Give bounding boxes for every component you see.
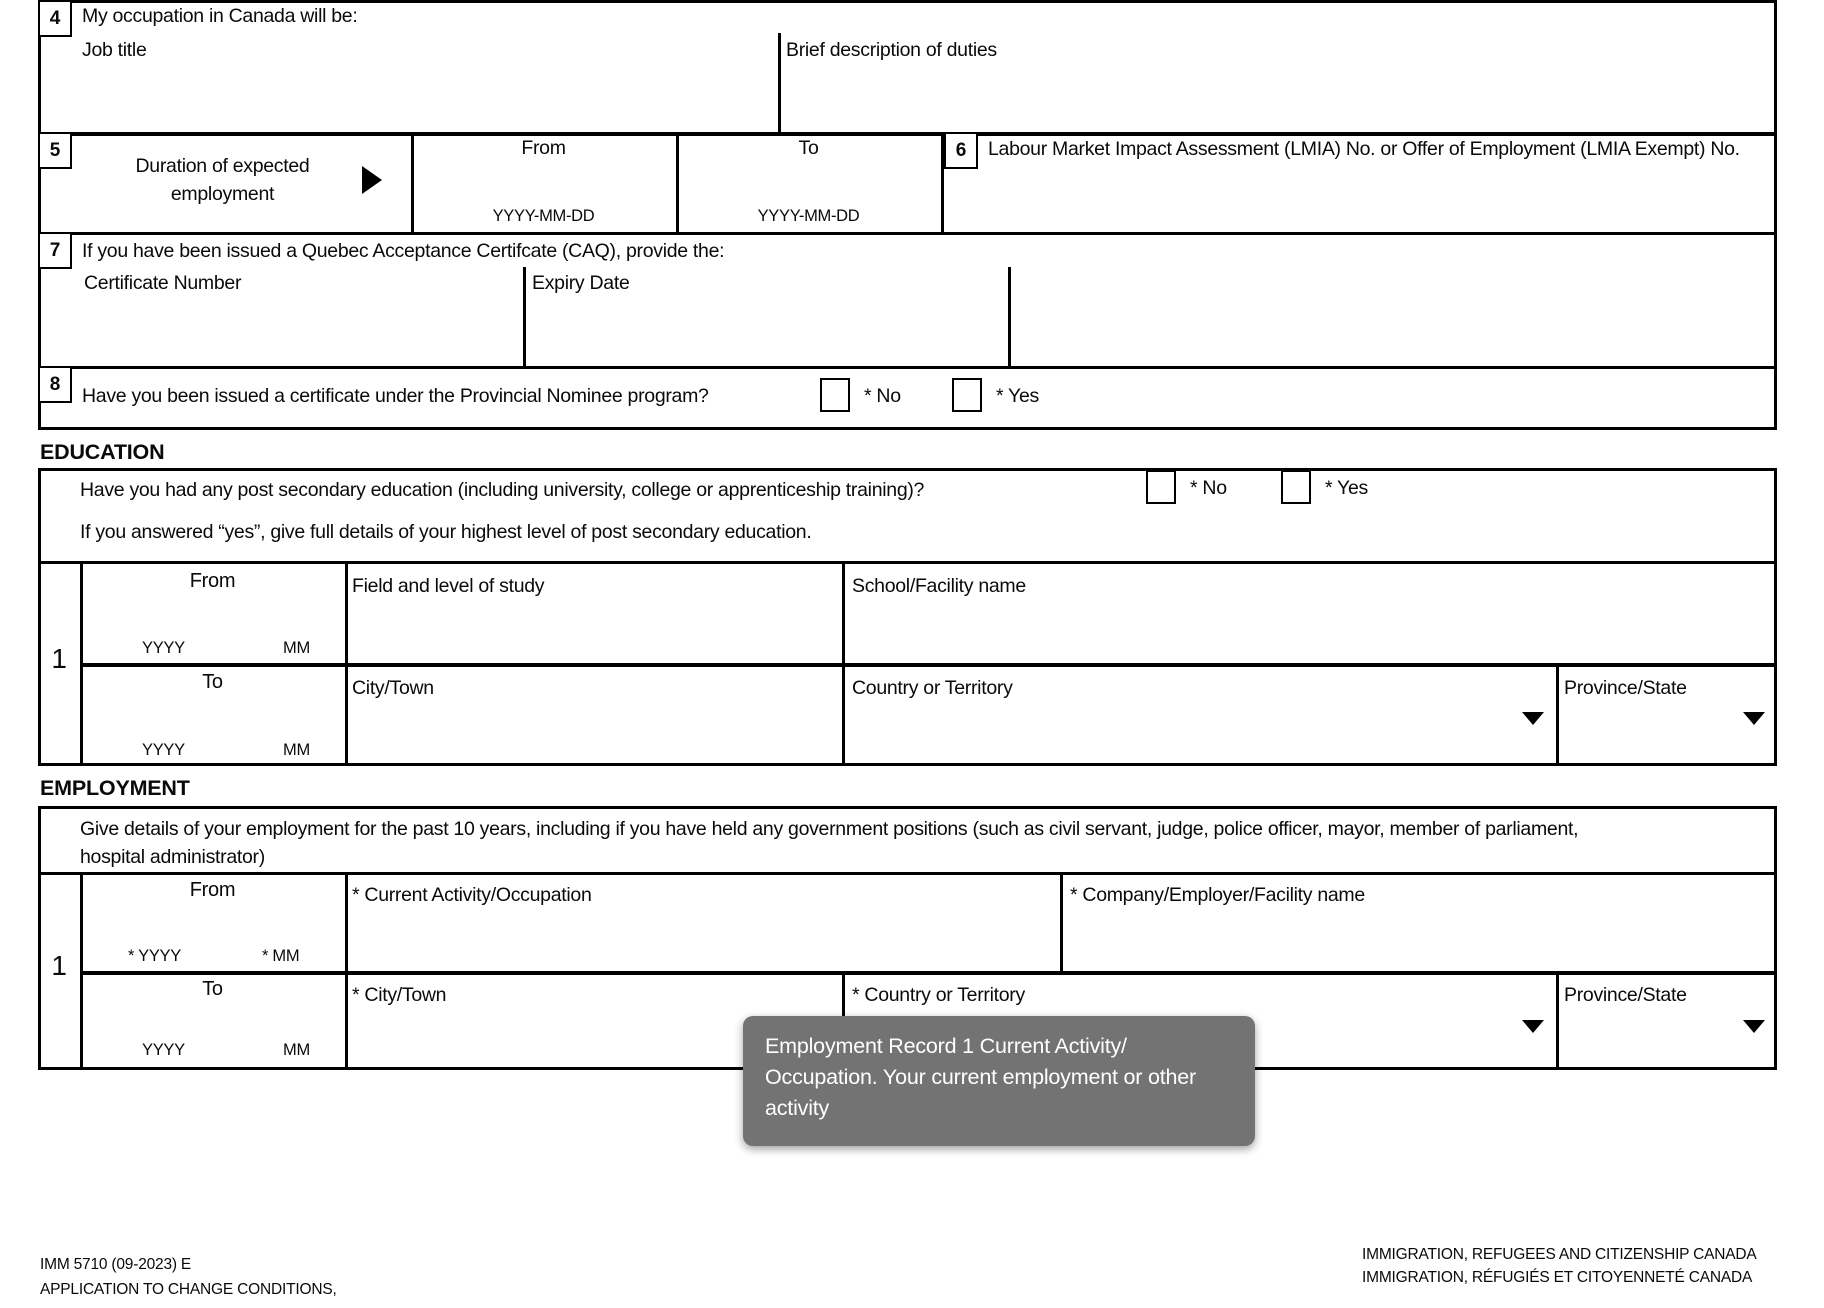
emp-from-mm-label: * MM xyxy=(262,947,300,965)
edu-province-label: Province/State xyxy=(1564,677,1687,699)
emp-from-label: From xyxy=(189,879,236,901)
edu-from-label: From xyxy=(189,570,236,592)
education-question: Have you had any post secondary education (including university, college or apprenticeship training)? xyxy=(80,479,925,501)
duration-label: Duration of expected employment xyxy=(135,155,310,205)
edu-to-mm-label: MM xyxy=(283,741,310,759)
divider xyxy=(80,663,1777,667)
education-row-number: 1 xyxy=(51,643,67,674)
divider xyxy=(1008,267,1011,366)
job-title-label: Job title xyxy=(82,39,147,61)
edu-to-yyyy-label: YYYY xyxy=(142,741,185,759)
divider xyxy=(523,267,526,366)
job-title-input[interactable] xyxy=(82,66,770,128)
pnp-yes-label: * Yes xyxy=(996,385,1039,407)
lmia-input[interactable] xyxy=(948,172,1771,227)
divider xyxy=(38,132,1777,136)
edu-city-label: City/Town xyxy=(352,677,434,699)
section7-number: 7 xyxy=(49,239,61,261)
edu-from-mm-label: MM xyxy=(283,639,310,657)
certificate-number-label: Certificate Number xyxy=(84,272,242,294)
divider xyxy=(38,561,1777,564)
section8-number-box xyxy=(38,366,72,403)
pointer-arrow-icon xyxy=(362,166,382,194)
section7-number-box xyxy=(38,232,72,269)
pnp-question: Have you been issued a certificate under the Provincial Nominee program? xyxy=(82,385,709,407)
emp-from-input[interactable] xyxy=(83,876,341,942)
edu-city-input[interactable] xyxy=(348,702,838,762)
duration-from-label: From xyxy=(521,137,566,159)
section5-number-box xyxy=(38,132,72,169)
edu-to-input[interactable] xyxy=(83,668,341,736)
employment-instruction-line1: Give details of your employment for the past 10 years, including if you have held any government positions (such as civil servant, judge, police officer, mayor, member of parliament, xyxy=(80,818,1579,840)
tooltip xyxy=(743,1016,1255,1146)
tooltip-text-line3: activity xyxy=(765,1096,830,1120)
duration-to-format: YYYY-MM-DD xyxy=(757,207,860,225)
edu-field-of-study-label: Field and level of study xyxy=(352,575,545,597)
education-yes-checkbox[interactable] xyxy=(1281,470,1311,504)
edu-school-label: School/Facility name xyxy=(852,575,1026,597)
tooltip-text-line2: Occupation. Your current employment or other xyxy=(765,1065,1196,1089)
emp-activity-label: * Current Activity/Occupation xyxy=(352,884,592,906)
emp-country-label: * Country or Territory xyxy=(852,984,1025,1006)
education-no-checkbox[interactable] xyxy=(1146,470,1176,504)
emp-country-dropdown-arrow-icon[interactable] xyxy=(1522,1020,1544,1033)
emp-province-dropdown-arrow-icon[interactable] xyxy=(1743,1020,1765,1033)
divider xyxy=(38,232,1777,235)
emp-province-label: Province/State xyxy=(1564,984,1687,1006)
education-heading: EDUCATION xyxy=(40,440,165,464)
education-instruction: If you answered “yes”, give full details of your highest level of post secondary education. xyxy=(80,521,812,543)
edu-from-input[interactable] xyxy=(83,565,341,635)
duties-label: Brief description of duties xyxy=(786,39,997,61)
footer-form-number: IMM 5710 (09-2023) E xyxy=(40,1256,192,1273)
edu-from-yyyy-label: YYYY xyxy=(142,639,185,657)
duration-to-label: To xyxy=(798,137,819,159)
education-no-label: * No xyxy=(1190,477,1227,499)
edu-country-select[interactable] xyxy=(845,702,1515,762)
duration-from-input[interactable] xyxy=(415,162,673,206)
emp-province-select[interactable] xyxy=(1559,1010,1739,1065)
section6-number: 6 xyxy=(955,139,967,161)
emp-from-yyyy-label: * YYYY xyxy=(128,947,181,965)
duties-input[interactable] xyxy=(786,66,1771,128)
pnp-no-checkbox[interactable] xyxy=(820,378,850,412)
pnp-no-label: * No xyxy=(864,385,901,407)
expiry-date-input[interactable] xyxy=(530,303,1004,361)
education-yes-label: * Yes xyxy=(1325,477,1368,499)
section4-number-box xyxy=(38,0,72,37)
duration-from-format: YYYY-MM-DD xyxy=(492,207,595,225)
divider xyxy=(778,33,781,132)
section8-number: 8 xyxy=(49,373,61,395)
edu-country-dropdown-arrow-icon[interactable] xyxy=(1522,712,1544,725)
tooltip-text-line1: Employment Record 1 Current Activity/ xyxy=(765,1034,1127,1058)
caq-title: If you have been issued a Quebec Acceptance Certifcate (CAQ), provide the: xyxy=(82,240,725,262)
section4-number: 4 xyxy=(49,7,61,29)
edu-school-input[interactable] xyxy=(845,600,1773,660)
emp-city-label: * City/Town xyxy=(352,984,447,1006)
section6-number-box xyxy=(944,132,978,169)
edu-to-label: To xyxy=(202,671,223,693)
emp-to-label: To xyxy=(202,978,223,1000)
divider xyxy=(38,872,1777,875)
employment-instruction-line2: hospital administrator) xyxy=(80,846,265,868)
certificate-number-input[interactable] xyxy=(84,303,519,361)
edu-province-select[interactable] xyxy=(1559,702,1739,762)
expiry-date-label: Expiry Date xyxy=(532,272,630,294)
section5-number: 5 xyxy=(49,139,61,161)
employment-row-number: 1 xyxy=(51,950,67,981)
edu-province-dropdown-arrow-icon[interactable] xyxy=(1743,712,1765,725)
emp-company-label: * Company/Employer/Facility name xyxy=(1070,884,1365,906)
emp-to-yyyy-label: YYYY xyxy=(142,1041,185,1059)
duration-to-input[interactable] xyxy=(680,162,938,206)
edu-country-label: Country or Territory xyxy=(852,677,1013,699)
section4-title: My occupation in Canada will be: xyxy=(82,5,358,27)
divider xyxy=(38,366,1777,369)
footer-dept-en: IMMIGRATION, REFUGEES AND CITIZENSHIP CANADA xyxy=(1362,1246,1757,1263)
pnp-yes-checkbox[interactable] xyxy=(952,378,982,412)
footer-form-title: APPLICATION TO CHANGE CONDITIONS, xyxy=(40,1281,337,1298)
footer-dept-fr: IMMIGRATION, RÉFUGIÉS ET CITOYENNETÉ CANADA xyxy=(1362,1269,1753,1286)
edu-field-of-study-input[interactable] xyxy=(348,600,838,660)
lmia-label: Labour Market Impact Assessment (LMIA) No. or Offer of Employment (LMIA Exempt) No. xyxy=(988,138,1740,160)
employment-heading: EMPLOYMENT xyxy=(40,776,190,800)
emp-activity-input[interactable] xyxy=(348,910,1056,968)
emp-to-input[interactable] xyxy=(83,975,341,1037)
emp-company-input[interactable] xyxy=(1063,910,1773,968)
emp-to-mm-label: MM xyxy=(283,1041,310,1059)
